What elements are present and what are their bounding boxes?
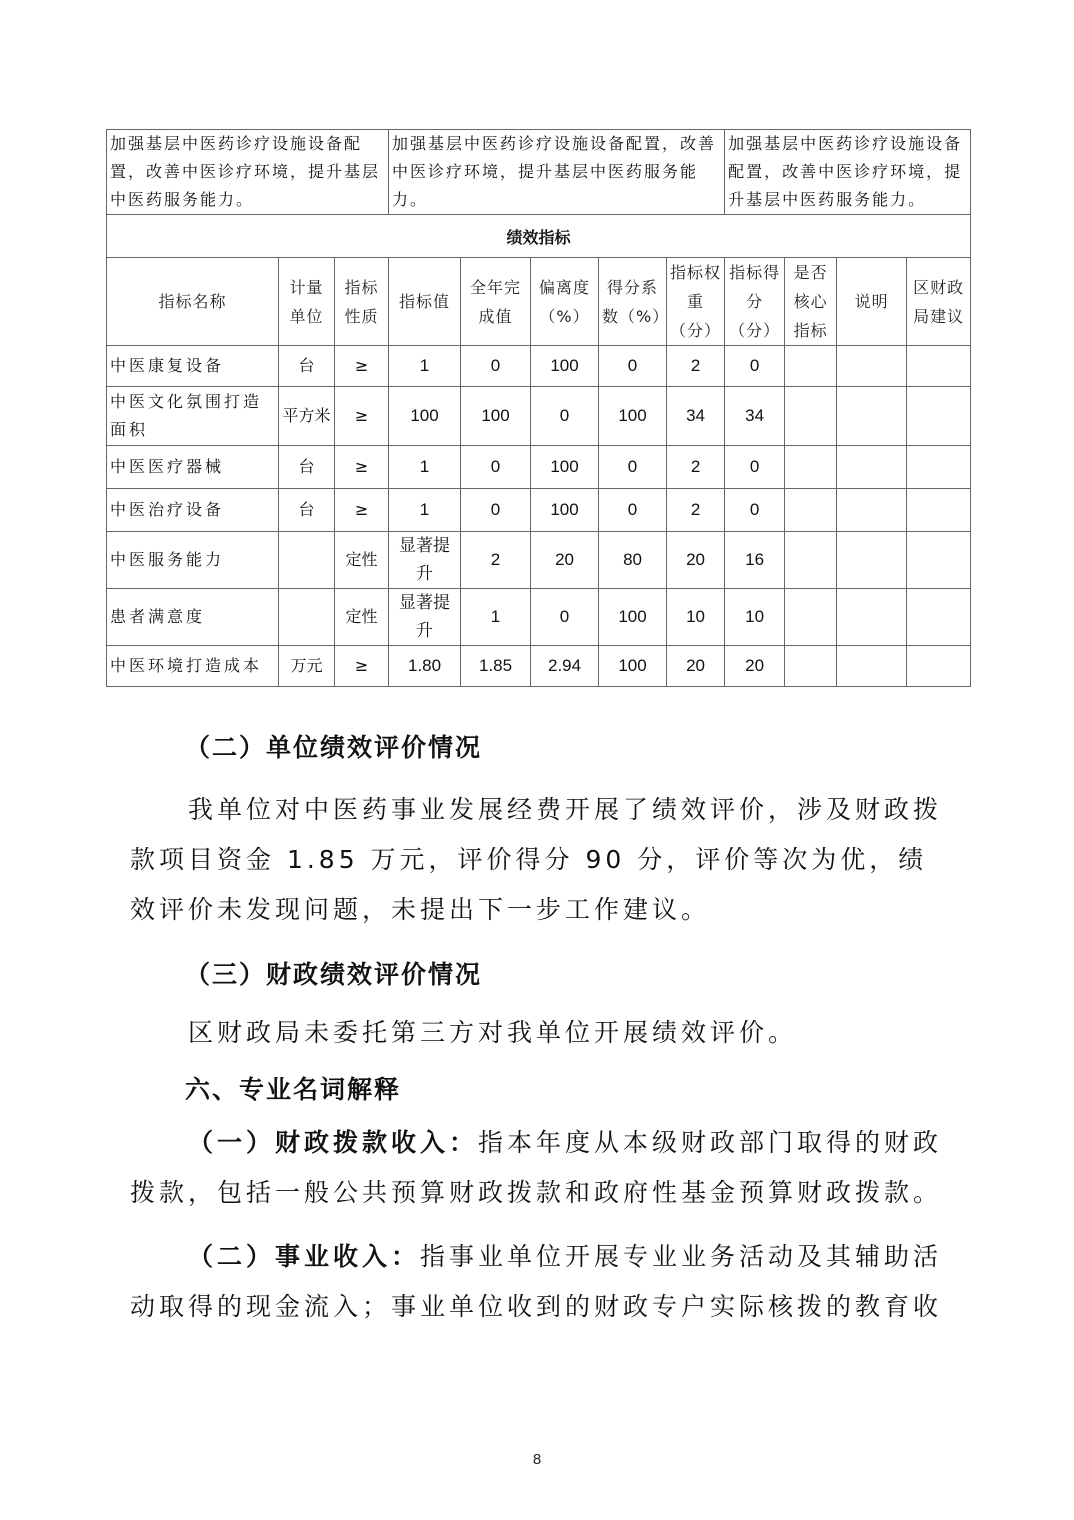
cell-unit: 台 [279,446,335,489]
goal-cell: 加强基层中医药诊疗设施设备配置，改善中医诊疗环境，提升基层中医药服务能力。 [725,130,971,215]
cell-weight: 34 [667,387,725,446]
cell-note [837,532,907,589]
cell-advice [907,532,971,589]
header-cell: 指标名称 [107,258,279,346]
cell-advice [907,346,971,387]
term-1-label: （一）财政拨款收入： [188,1128,479,1157]
cell-advice [907,589,971,646]
cell-core [785,589,837,646]
cell-score: 0 [725,346,785,387]
header-cell: 计量单位 [279,258,335,346]
header-cell: 偏离度（%） [531,258,599,346]
term-2-text: 指事业单位开展专业业务活动及其辅助活动取得的现金流入；事业单位收到的财政专户实际核拨的教育收 [130,1242,943,1321]
cell-core [785,646,837,687]
cell-core [785,446,837,489]
cell-note [837,646,907,687]
goal-cell: 加强基层中医药诊疗设施设备配置，改善中医诊疗环境，提升基层中医药服务能力。 [389,130,725,215]
cell-actual: 0 [461,489,531,532]
cell-nature: ≥ [335,446,389,489]
cell-coef: 0 [599,346,667,387]
cell-weight: 2 [667,346,725,387]
cell-deviation: 0 [531,589,599,646]
table-row [107,489,971,532]
table-row [107,446,971,489]
cell-weight: 2 [667,489,725,532]
cell-weight: 2 [667,446,725,489]
cell-core [785,532,837,589]
cell-nature: 定性 [335,589,389,646]
cell-note [837,589,907,646]
cell-actual: 1.85 [461,646,531,687]
cell-note [837,446,907,489]
cell-name: 中医治疗设备 [107,489,279,532]
cell-target: 显著提升 [389,589,461,646]
header-cell: 指标值 [389,258,461,346]
section-title: 绩效指标 [107,215,971,258]
header-cell: 全年完成值 [461,258,531,346]
cell-advice [907,646,971,687]
cell-coef: 0 [599,489,667,532]
table-row [107,646,971,687]
table-row [107,346,971,387]
section-title-row [107,215,971,258]
cell-core [785,387,837,446]
cell-deviation: 0 [531,387,599,446]
cell-nature: 定性 [335,532,389,589]
cell-core [785,489,837,532]
cell-actual: 2 [461,532,531,589]
glossary-heading: 六、专业名词解释 [185,1075,402,1104]
cell-actual: 100 [461,387,531,446]
cell-deviation: 100 [531,489,599,532]
cell-unit: 台 [279,346,335,387]
cell-deviation: 100 [531,346,599,387]
unit-eval-paragraph: 我单位对中医药事业发展经费开展了绩效评价，涉及财政拨款项目资金 1.85 万元，评价得分 90 分，评价等次为优，绩效评价未发现问题，未提出下一步工作建议。 [130,795,943,924]
cell-note [837,489,907,532]
cell-score: 0 [725,489,785,532]
table-row [107,589,971,646]
cell-unit [279,532,335,589]
header-row [107,258,971,346]
term-2-label: （二）事业收入： [188,1242,421,1271]
cell-unit: 万元 [279,646,335,687]
cell-unit: 平方米 [279,387,335,446]
term-1-text: 指本年度从本级财政部门取得的财政拨款，包括一般公共预算财政拨款和政府性基金预算财政拨款。 [130,1128,943,1207]
cell-nature: ≥ [335,346,389,387]
cell-name: 中医文化氛围打造面积 [107,387,279,446]
cell-actual: 0 [461,446,531,489]
cell-score: 16 [725,532,785,589]
cell-advice [907,387,971,446]
cell-coef: 80 [599,532,667,589]
cell-note [837,387,907,446]
performance-indicator-table [106,129,971,687]
goal-cell: 加强基层中医药诊疗设施设备配置，改善中医诊疗环境，提升基层中医药服务能力。 [107,130,389,215]
unit-eval-heading: （二）单位绩效评价情况 [185,733,483,762]
header-cell: 指标性质 [335,258,389,346]
cell-name: 中医服务能力 [107,532,279,589]
fin-eval-paragraph: 区财政局未委托第三方对我单位开展绩效评价。 [188,1018,798,1047]
cell-coef: 100 [599,589,667,646]
cell-actual: 0 [461,346,531,387]
cell-coef: 100 [599,646,667,687]
page-number: 8 [532,1451,542,1468]
cell-nature: ≥ [335,489,389,532]
header-cell: 得分系数（%） [599,258,667,346]
goal-row [107,130,971,215]
cell-name: 中医医疗器械 [107,446,279,489]
cell-score: 34 [725,387,785,446]
cell-coef: 0 [599,446,667,489]
cell-score: 20 [725,646,785,687]
cell-deviation: 20 [531,532,599,589]
cell-target: 显著提升 [389,532,461,589]
cell-deviation: 100 [531,446,599,489]
cell-coef: 100 [599,387,667,446]
cell-weight: 20 [667,646,725,687]
cell-target: 100 [389,387,461,446]
cell-advice [907,446,971,489]
cell-core [785,346,837,387]
cell-unit [279,589,335,646]
header-cell: 是否核心指标 [785,258,837,346]
cell-name: 中医康复设备 [107,346,279,387]
header-cell: 说明 [837,258,907,346]
cell-score: 10 [725,589,785,646]
table-row [107,532,971,589]
cell-advice [907,489,971,532]
header-cell: 指标得分（分） [725,258,785,346]
cell-nature: ≥ [335,387,389,446]
cell-target: 1 [389,489,461,532]
cell-weight: 20 [667,532,725,589]
cell-score: 0 [725,446,785,489]
cell-target: 1 [389,346,461,387]
fin-eval-heading: （三）财政绩效评价情况 [185,960,483,989]
header-cell: 指标权重（分） [667,258,725,346]
cell-actual: 1 [461,589,531,646]
cell-name: 中医环境打造成本 [107,646,279,687]
cell-target: 1.80 [389,646,461,687]
term-1-paragraph [130,1118,950,1218]
cell-name: 患者满意度 [107,589,279,646]
cell-target: 1 [389,446,461,489]
cell-unit: 台 [279,489,335,532]
cell-weight: 10 [667,589,725,646]
table-row [107,387,971,446]
term-2-paragraph [130,1232,950,1332]
cell-nature: ≥ [335,646,389,687]
cell-deviation: 2.94 [531,646,599,687]
cell-note [837,346,907,387]
header-cell: 区财政局建议 [907,258,971,346]
